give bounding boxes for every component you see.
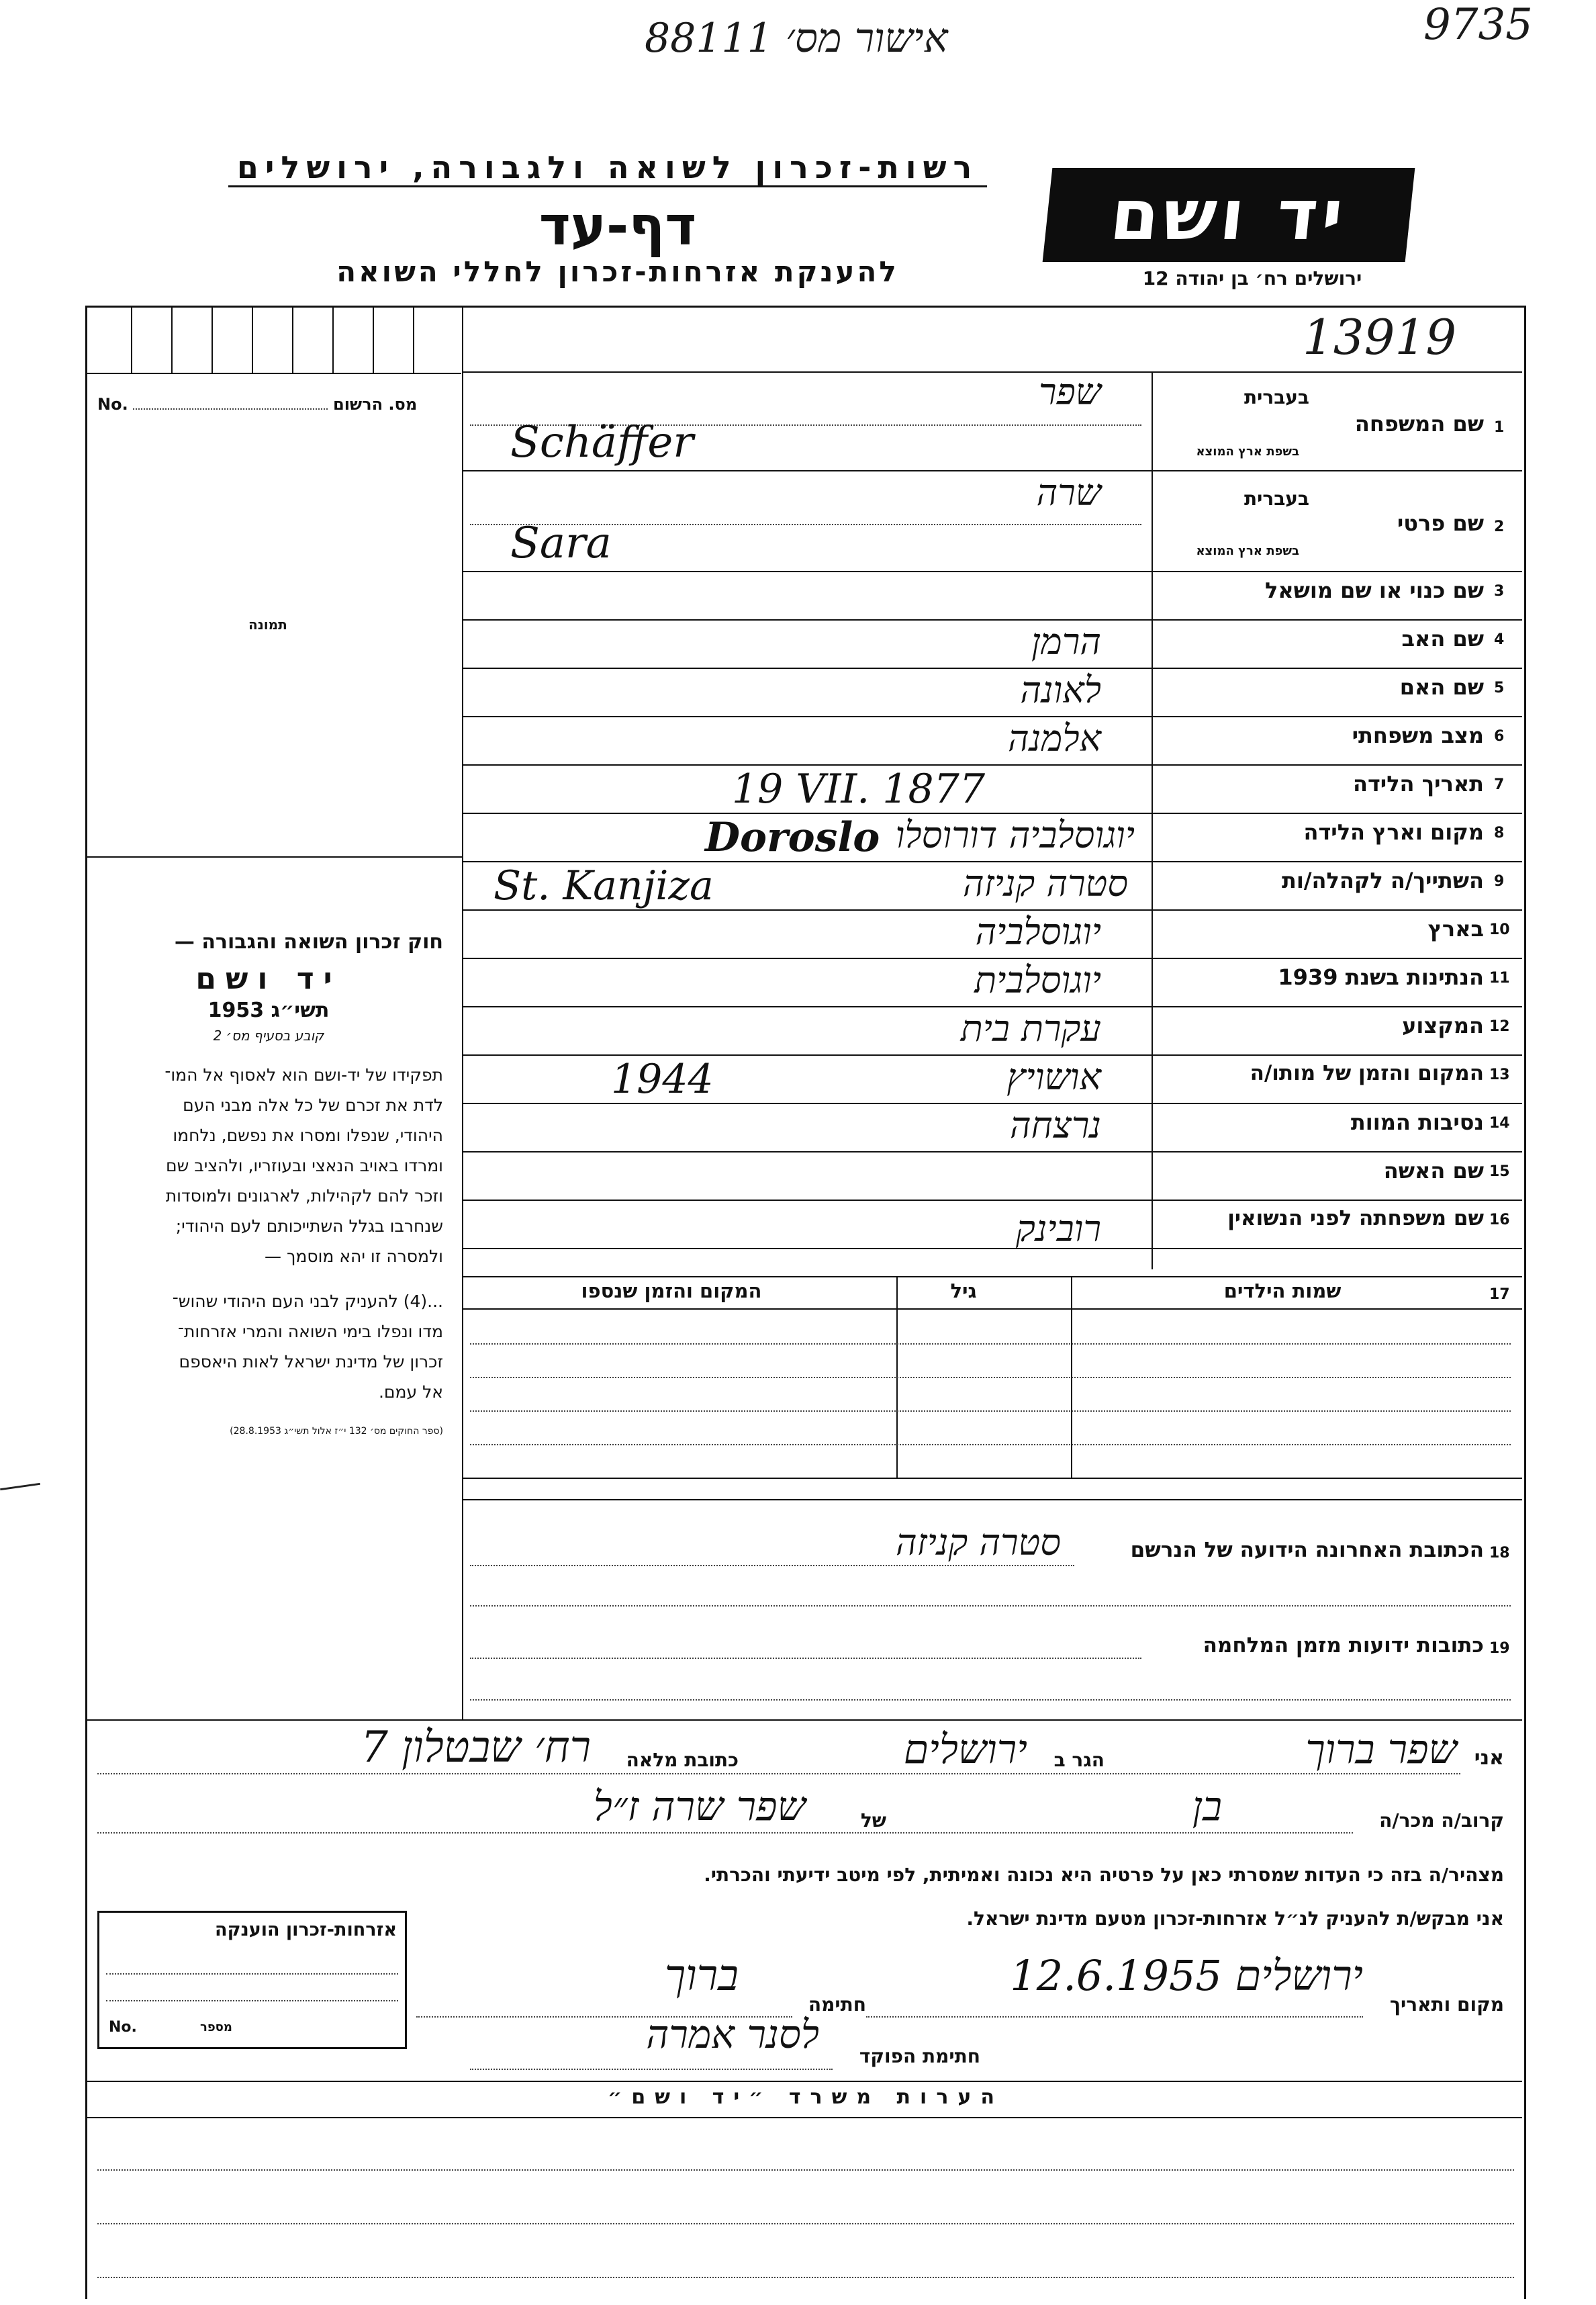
signature-label: חתימה (808, 1993, 866, 2016)
place-date-label: מקום ותאריך (1389, 1993, 1504, 2016)
photo-label: תמונה (248, 617, 287, 633)
citizenship-value: יוגוסלבית (974, 959, 1101, 1001)
field-label-wife-name: שם האשה (1383, 1158, 1484, 1183)
law-text-line: ולמסרה זו יהא מוסמך — (265, 1247, 443, 1266)
law-clause: קובע בסעיף מס׳ 2 (213, 1028, 324, 1044)
declarant-address-value: רח׳ שבטלון 7 (361, 1723, 591, 1772)
stamp-box-number-label: מספר (200, 2020, 232, 2034)
officer-signature-label: חתימת הפוקד (859, 2045, 980, 2067)
field-label-death-circumstances: נסיבות המוות (1350, 1110, 1484, 1135)
field-label-family-name: שם המשפחה (1354, 411, 1484, 437)
birth-place-hebrew-value: יוגוסלביה דורוסלו (895, 814, 1135, 856)
death-year-value: 1944 (611, 1056, 714, 1103)
country-value: יוגוסלביה (975, 911, 1101, 953)
field-label-citizenship-1939: הנתינות בשנת 1939 (1278, 964, 1484, 990)
resides-label: הגר ב (1024, 1749, 1105, 1771)
birth-place-latin-value: Doroslo (705, 814, 880, 861)
law-text-line: אל עמם. (378, 1382, 443, 1402)
death-place-value: אושויץ (1006, 1056, 1101, 1098)
law-text-line: זכרון של מדינת ישראל לאות היאספם (179, 1352, 443, 1371)
field-number: 7 (1494, 776, 1505, 793)
field-label-country: בארץ (1427, 916, 1484, 942)
corner-number: 9735 (1423, 0, 1533, 50)
field-number: 8 (1494, 825, 1505, 842)
law-text-line: תפקידו של יד-ושם הוא לאסוף אל המו־ (165, 1065, 443, 1085)
declarant-city-value: ירושלים (903, 1726, 1027, 1773)
field-number: 2 (1494, 518, 1505, 535)
law-source: (ספר החוקים מס׳ 132 י״ז אלול תשי״ג 28.8.1953) (230, 1426, 443, 1437)
field-number: 14 (1489, 1115, 1510, 1132)
field-number: 1 (1494, 419, 1505, 436)
field-number: 4 (1494, 631, 1505, 648)
form-title: דף-עד (538, 195, 697, 257)
full-address-label: כתובת מלאה (604, 1749, 739, 1771)
birth-date-value: 19 VII. 1877 (732, 766, 985, 813)
relation-value: בן (1192, 1783, 1222, 1830)
office-notes-title: הערות משרד ״יד ושם״ (608, 2085, 1004, 2109)
of-person-value: שפר שרה ז״ל (593, 1783, 806, 1830)
profession-value: עקרת בית (960, 1007, 1101, 1050)
field-label-first-name: שם פרטי (1397, 510, 1484, 536)
father-name-value: הרמן (1031, 621, 1101, 663)
field-label-birth-date: תאריך הלידה (1352, 771, 1484, 797)
field-number: 10 (1489, 921, 1510, 938)
field-number: 16 (1489, 1212, 1510, 1228)
law-text-line: ומרדו באויב הנאצי ובעוזריו, ולהציב שם (166, 1156, 443, 1175)
death-circumstances-value: נרצחה (1010, 1104, 1101, 1146)
last-address-value: סטרה קניזה (896, 1521, 1061, 1564)
logo-address: ירושלים רח׳ בן יהודה 12 (1142, 267, 1362, 289)
field-label-death-place-time: המקום והזמן של מותו/ה (1250, 1061, 1484, 1085)
law-text-line: שנחרבו בגלל השתייכותם לעם היהודי; (175, 1216, 443, 1236)
field-number: 19 (1489, 1640, 1510, 1657)
field-label-last-address: הכתובת האחרונה הידועה של הנרשם (1130, 1538, 1484, 1562)
of-label: של (833, 1809, 886, 1832)
field-label-marital-status: מצב משפחתי (1352, 723, 1484, 748)
law-title: חוק זכרון השואה והגבורה — (174, 930, 443, 954)
place-date-value: ירושלים 12.6.1955 (1010, 1951, 1363, 2000)
declarant-ani-label: אני (1474, 1746, 1504, 1770)
first-name-hebrew-value: שרה (1036, 471, 1101, 514)
field-label-father-name: שם האב (1401, 626, 1484, 651)
first-name-latin-value: Sara (510, 518, 612, 568)
field-label-maiden-name: שם משפחתה לפני הנשואין (1227, 1206, 1484, 1230)
field-label-wartime-addresses: כתובות ידועות מזמן המלחמה (1203, 1633, 1484, 1658)
field-number: 11 (1489, 970, 1510, 987)
maiden-name-value: רובינק (1016, 1208, 1101, 1250)
stamp-box-no-label: No. (109, 2019, 137, 2036)
law-block (94, 930, 443, 1437)
field-label-profession: המקצוע (1402, 1013, 1484, 1038)
field-label-birth-place: מקום וארץ הלידה (1303, 819, 1484, 845)
hebrew-label: בעברית (1243, 386, 1309, 408)
field-number: 18 (1489, 1545, 1510, 1562)
field-number: 6 (1494, 728, 1505, 745)
community-latin-value: St. Kanjiza (494, 862, 714, 909)
law-name: יד ושם (195, 962, 342, 996)
field-number: 9 (1494, 873, 1505, 890)
yad-vashem-logo: יד ושם (1043, 168, 1415, 262)
children-col-place: המקום והזמן שנספו (581, 1279, 762, 1302)
family-name-hebrew-value: שפר (1038, 371, 1101, 413)
origin-language-label: בשפת ארץ המוצא (1196, 445, 1299, 459)
form-subtitle: להענקת אזרחות-זכרון לחללי השואה (336, 255, 899, 288)
declarant-name-value: שפר ברוך (1305, 1726, 1457, 1773)
scan-mark (0, 1483, 40, 1490)
field-label-alias: שם כנוי או שם מושאל (1264, 578, 1484, 603)
request-text: אני מבקש/ת להעניק לנ״ל אזרחות-זכרון מטעם מדינת ישראל. (966, 1907, 1504, 1930)
registration-number: No. מס. הרשום (97, 395, 418, 414)
relative-label: קרוב/ה מכר/ה (1379, 1809, 1504, 1832)
family-name-latin-value: Schäffer (510, 418, 694, 467)
law-text-line: היהודי, שנפלו ומסרו את נפשם, נלחמו (173, 1126, 443, 1145)
citizenship-granted-box (97, 1911, 407, 2049)
origin-language-label: בשפת ארץ המוצא (1196, 544, 1299, 558)
field-number: 3 (1494, 583, 1505, 600)
declaration-text: מצהיר/ה בזה כי העדות שמסרתי כאן על פרטיה היא נכונה ואמיתית, לפי מיטב ידיעתי והכרתי. (704, 1864, 1504, 1886)
children-col-age: גיל (950, 1279, 977, 1302)
officer-signature-value: לסנר אמרה (646, 2012, 819, 2057)
field-label-community: השתייך/ה לקהלה/ות (1281, 868, 1484, 893)
children-col-names: שמות הילדים (1223, 1279, 1342, 1302)
field-number: 13 (1489, 1067, 1510, 1083)
field-number: 15 (1489, 1163, 1510, 1180)
hebrew-label: בעברית (1243, 488, 1309, 510)
law-year: תשי״ג 1953 (207, 999, 330, 1022)
authority-line: רשות-זכרון לשואה ולגבורה, ירושלים (228, 149, 987, 187)
marital-status-value: אלמנה (1008, 717, 1101, 760)
stamp-box-title: אזרחות-זכרון הוענקה (215, 1919, 397, 1940)
field-number: 12 (1489, 1018, 1510, 1035)
community-hebrew-value: סטרה קניזה (963, 862, 1128, 905)
law-text-line: ...(4) להעניק לבני העם היהודי שהוש־ (172, 1292, 443, 1311)
law-text-line: מדו ונפלו בימי השואה והמרי אזרחות־ (177, 1322, 443, 1341)
record-number: 13919 (1303, 309, 1457, 365)
mother-name-value: לאונה (1020, 669, 1101, 711)
top-annotation: אישור מס׳ 88111 (645, 15, 948, 62)
signature-value: ברוך (664, 1951, 739, 2001)
field-number: 5 (1494, 680, 1505, 696)
field-number: 17 (1489, 1286, 1510, 1303)
field-label-mother-name: שם האם (1399, 674, 1484, 700)
law-text-line: לדת את זכרם של כל אלה מבני העם (183, 1095, 443, 1115)
law-text-line: וזכר להם לקהילות, לארגונים ולמוסדות (165, 1186, 443, 1206)
